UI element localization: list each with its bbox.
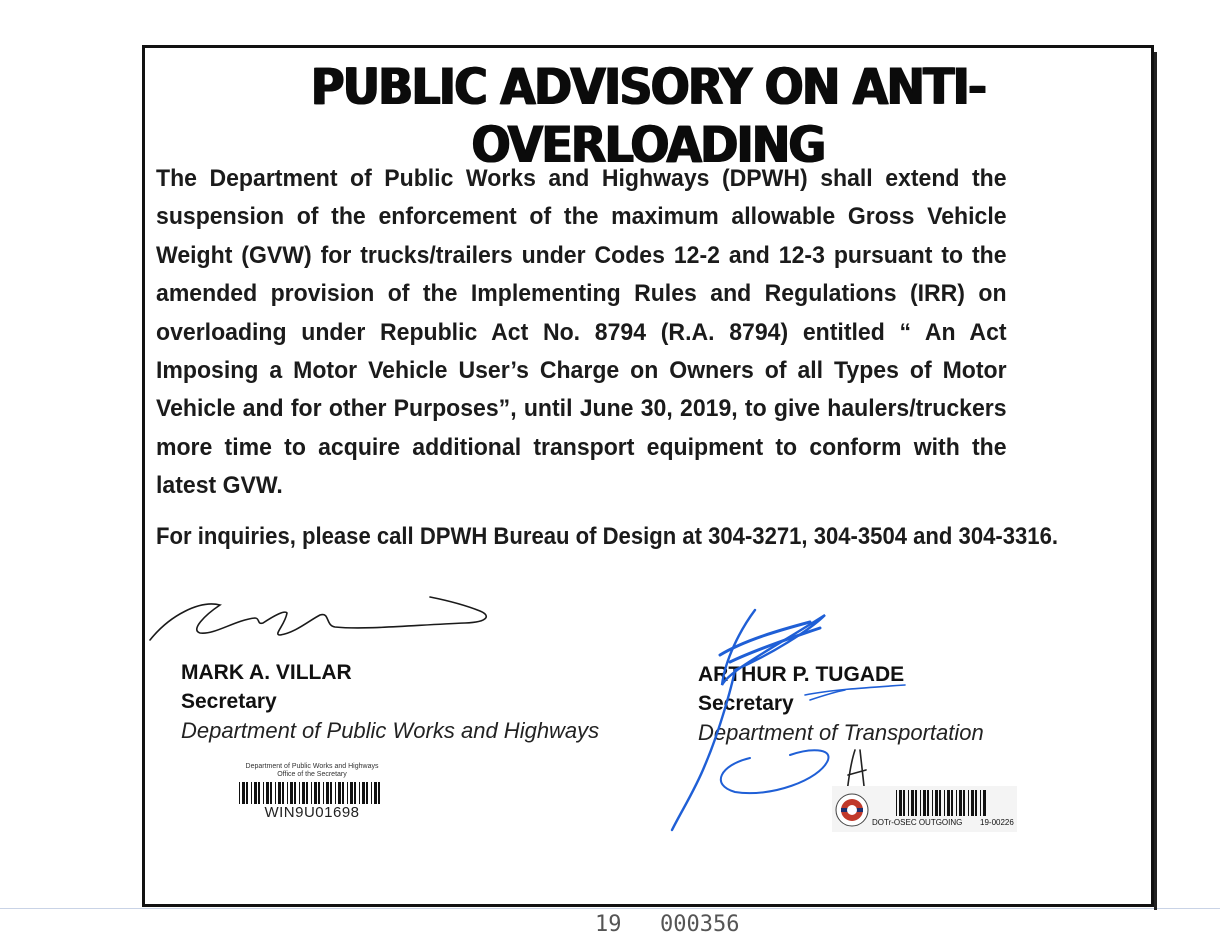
villar-signature xyxy=(145,585,505,655)
signatory-role: Secretary xyxy=(181,690,277,713)
stamp-office: Office of the Secretary xyxy=(277,771,347,778)
dotr-stamp-label: DOTr-OSEC OUTGOING xyxy=(872,818,963,827)
inquiry-line: For inquiries, please call DPWH Bureau of Design at 304-3271, 304-3504 and 304-3316. xyxy=(156,523,1058,550)
dpwh-barcode xyxy=(239,782,385,804)
villar-signature-block xyxy=(181,658,599,746)
dotr-outgoing-stamp xyxy=(832,786,1017,832)
footer-number: 000356 xyxy=(660,912,740,937)
advisory-body: The Department of Public Works and Highways (DPWH) shall extend the suspension of the enforcement of the maximum allowable Gross Vehicle Weight (GVW) for trucks/trailers under Codes 12-2 and 12-3 pursuant to the amended provision of the Implementing Rules and Regulations (IRR) on overloading under Republic Act No. 8794 (R.A. 8794) entitled “ An Act Imposing a Motor Vehicle User’s Charge on Owners of all Types of Motor Vehicle and for other Purposes”, until June 30, 2019, to give haulers/truckers more time to acquire additional transport equipment to conform with the latest GVW. xyxy=(156,165,1007,500)
border-shadow xyxy=(1154,52,1157,910)
scan-edge-line xyxy=(0,908,1220,909)
dpwh-receiving-stamp xyxy=(232,763,392,822)
signatory-department: Department of Public Works and Highways xyxy=(181,718,600,743)
stamp-code: WIN9U01698 xyxy=(264,804,360,821)
signatory-name: ARTHUR P. TUGADE xyxy=(698,663,905,686)
advisory-title: PUBLIC ADVISORY ON ANTI-OVERLOADING xyxy=(310,58,986,174)
dotr-barcode xyxy=(896,790,988,816)
footer-series: 19 xyxy=(595,912,622,937)
dotr-seal-icon xyxy=(834,792,870,828)
dotr-stamp-number: 19-00226 xyxy=(980,818,1014,827)
stamp-agency: Department of Public Works and Highways xyxy=(245,763,379,770)
signatory-name: MARK A. VILLAR xyxy=(181,661,352,684)
signatory-department: Department of Transportation xyxy=(698,720,984,745)
signatory-role: Secretary xyxy=(698,692,794,715)
